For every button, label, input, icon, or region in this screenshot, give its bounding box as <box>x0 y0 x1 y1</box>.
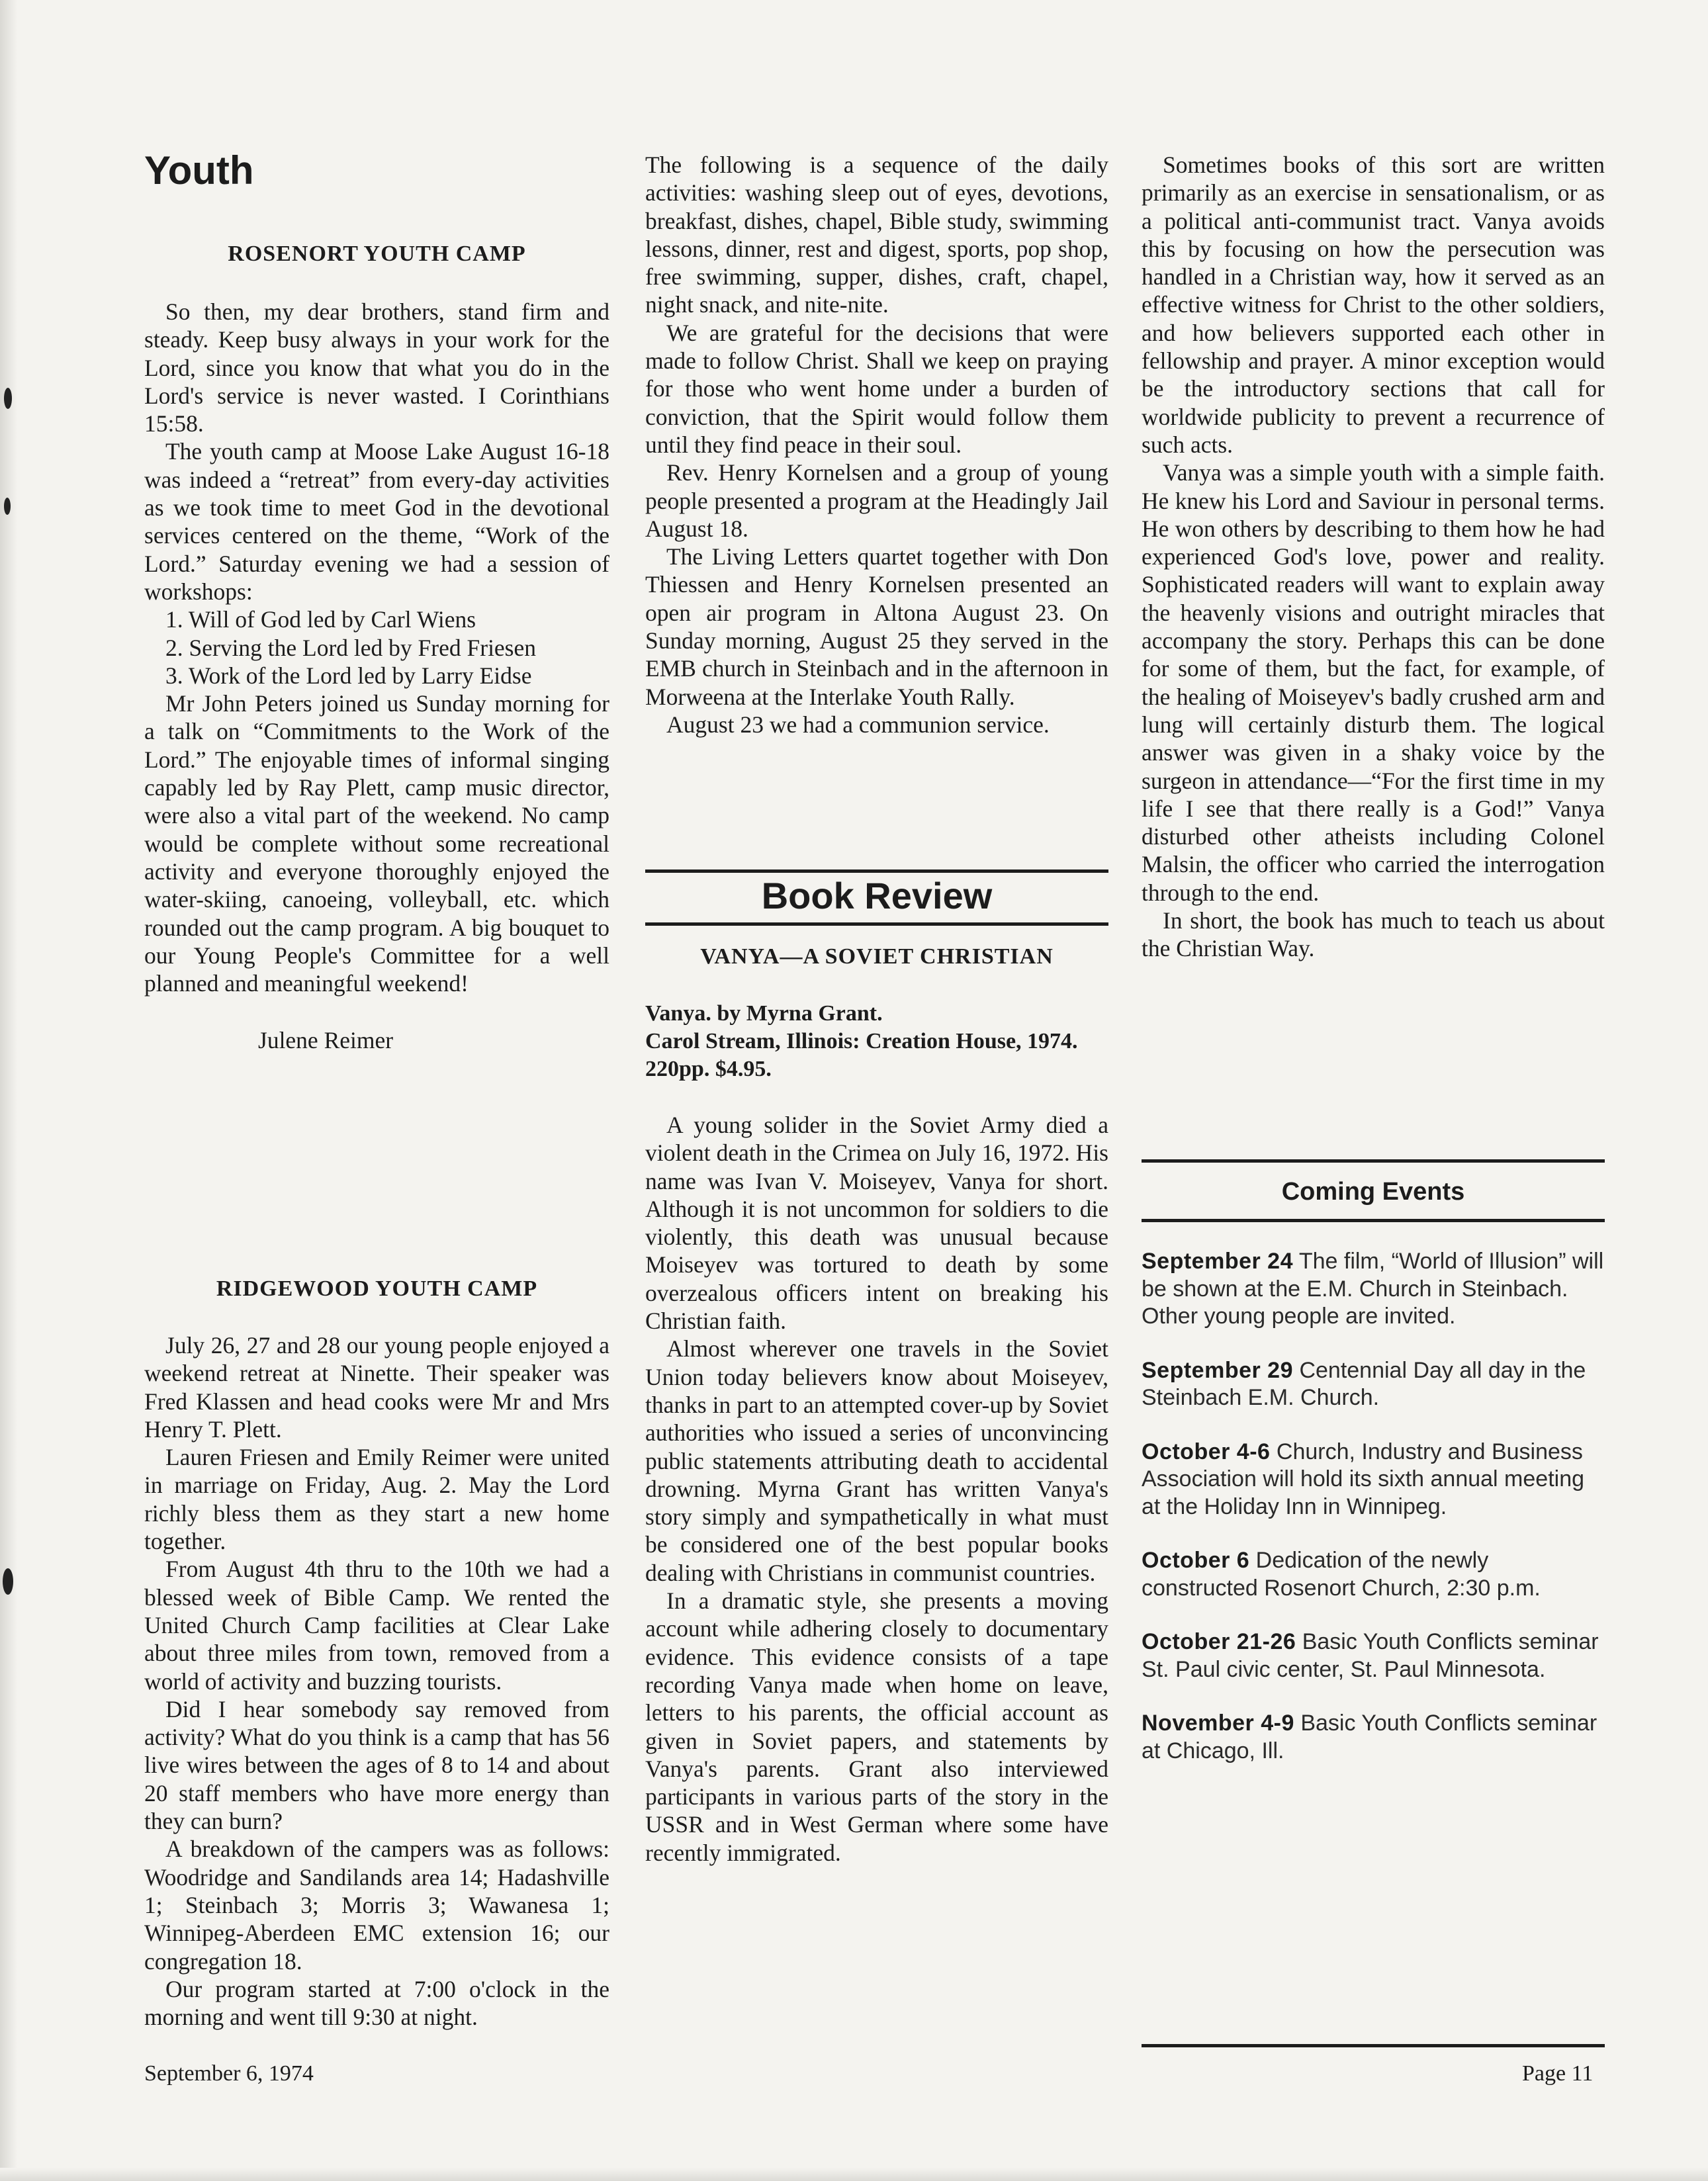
divider-rule <box>1142 2044 1605 2047</box>
article-heading-rosenort: ROSENORT YOUTH CAMP <box>228 242 526 266</box>
biblio-title: Vanya. by Myrna Grant. <box>645 1001 883 1026</box>
page-number: Page 11 <box>1522 2061 1594 2086</box>
paragraph: A young solider in the Soviet Army died a violent death in the Crimea on July 16, 1972. His name was Ivan V. Moiseyev, Vanya for short. Although it is not uncommon for soldiers to die violently, this death was unusual because Moiseyev was tortured to death by some overzealous officers intent on breaking his Christian faith. <box>645 1112 1108 1335</box>
article-rosenort <box>144 241 609 268</box>
event-item <box>1142 1547 1605 1602</box>
event-item <box>1142 1357 1605 1412</box>
paragraph: Our program started at 7:00 o'clock in the morning and went till 9:30 at night. <box>144 1975 609 2031</box>
divider-rule <box>645 869 1108 873</box>
event-item <box>1142 1439 1605 1521</box>
paragraph: Rev. Henry Kornelsen and a group of young people presented a program at the Headingly Jail August 18. <box>645 459 1108 542</box>
page-bottom-shadow <box>0 2168 1708 2181</box>
event-description: Dedication of the newly constructed Rosenort Church, 2:30 p.m. <box>1142 1548 1541 1601</box>
article-ridgewood-continued <box>645 151 1108 738</box>
binding-mark <box>4 388 12 409</box>
list-item: 1. Will of God led by Carl Wiens <box>165 606 476 633</box>
event-date: October 4-6 <box>1142 1439 1271 1464</box>
review-heading-wrap <box>645 944 1108 971</box>
article-ridgewood-body <box>144 1331 609 2031</box>
paragraph: A breakdown of the campers was as follows: Woodridge and Sandilands area 14; Hadashville 1; Steinbach 3; Morris 3; Wawanesa 1; Winnipeg-Aberdeen EMC extension 16; our congregation 18. <box>144 1836 609 1975</box>
binding-mark <box>3 1568 13 1595</box>
footer-date: September 6, 1974 <box>144 2061 314 2086</box>
event-item <box>1142 1628 1605 1683</box>
event-date: November 4-9 <box>1142 1711 1294 1736</box>
paragraph: Mr John Peters joined us Sunday morning for a talk on “Commitments to the Work of the Lord.” The enjoyable times of informal singing capably led by Ray Plett, camp music director, were also a vital part of the weekend. No camp would be complete without some recreational activity and everyone thoroughly enjoyed the water-skiing, canoeing, volleyball, etc. which rounded out the camp program. A big bouquet to our Young People's Committee for a well planned and meaningful weekend! <box>144 690 609 997</box>
event-date: September 29 <box>1142 1357 1293 1383</box>
event-date: September 24 <box>1142 1249 1293 1274</box>
paragraph: The following is a sequence of the daily activities: washing sleep out of eyes, devotions, breakfast, dishes, chapel, Bible study, swimming lessons, dinner, rest and digest, sports, pop shop, free swimming, supper, dishes, craft, chapel, night snack, and nite-nite. <box>645 152 1108 318</box>
event-item <box>1142 1710 1605 1765</box>
divider-rule <box>1142 1159 1605 1163</box>
page-edge-shadow <box>0 0 17 2181</box>
paragraph: Vanya was a simple youth with a simple faith. He knew his Lord and Saviour in personal terms. He won others by describing to them how he had experienced God's love, power and reality. Sophisticated readers will want to explain away the heavenly visions and outright miracles that accompany the story. Perhaps this can be done for some of them, but the fact, for example, of the healing of Moiseyev's badly crushed arm and lung will certainly disturb them. The logical answer was given in a shaky voice by the surgeon in attendance—“For the first time in my life I see that there really is a God!” Vanya disturbed other atheists including Colonel Malsin, the officer who carried the interrogation through to the end. <box>1142 459 1605 906</box>
review-body-continued <box>1142 151 1605 963</box>
paragraph: Lauren Friesen and Emily Reimer were united in marriage on Friday, Aug. 2. May the Lord richly bless them as they start a new home together. <box>144 1444 609 1555</box>
article-ridgewood <box>144 1276 609 1303</box>
paragraph: Sometimes books of this sort are written primarily as an exercise in sensationalism, or as a political anti-communist tract. Vanya avoids this by focusing on how the persecution was handled in a Christian way, how it served as an effective witness for Christ to the other soldiers, and how believers supported each other in fellowship and prayer. A minor exception would be the introductory sections that call for worldwide publicity to prevent a recurrence of such acts. <box>1142 152 1605 458</box>
event-date: October 21-26 <box>1142 1629 1296 1654</box>
binding-mark <box>4 498 11 515</box>
event-description: Church, Industry and Business Association will hold its sixth annual meeting at the Holiday Inn in Winnipeg. <box>1142 1439 1585 1519</box>
review-body <box>645 1111 1108 1867</box>
paragraph: We are grateful for the decisions that were made to follow Christ. Shall we keep on praying for those who went home under a burden of conviction, that the Spirit would follow them until they find peace in their soul. <box>645 319 1108 458</box>
book-bibliography <box>645 1000 1108 1083</box>
paragraph: The Living Letters quartet together with Don Thiessen and Henry Kornelsen presented an open air program in Altona August 23. On Sunday morning, August 25 they served in the EMB church in Steinbach and in the afternoon in Morweena at the Interlake Youth Rally. <box>645 543 1108 710</box>
article-heading-vanya: VANYA—A SOVIET CHRISTIAN <box>700 944 1054 969</box>
article-heading-ridgewood: RIDGEWOOD YOUTH CAMP <box>216 1276 538 1301</box>
paragraph: From August 4th thru to the 10th we had a blessed week of Bible Camp. We rented the United Church Camp facilities at Clear Lake about three miles from town, removed from a world of activity and buzzing tourists. <box>144 1556 609 1695</box>
paragraph: The youth camp at Moose Lake August 16-18 was indeed a “retreat” from every-day activities as we took time to meet God in the devotional services centered on the theme, “Work of the Lord.” Saturday evening we had a session of workshops: <box>144 438 609 605</box>
paragraph: In a dramatic style, she presents a moving account while adhering closely to documentary evidence. This evidence consists of a tape recording Vanya made when home on leave, letters to his parents, the official account as given in Soviet papers, and statements by Vanya's parents. Grant also interviewed participants in various parts of the story in the USSR and in West German where some have recently immigrated. <box>645 1587 1108 1866</box>
paragraph: August 23 we had a communion service. <box>666 711 1050 738</box>
event-item <box>1142 1248 1605 1331</box>
book-review-header <box>645 877 1108 914</box>
list-item: 2. Serving the Lord led by Fred Friesen <box>165 634 537 661</box>
event-description: Basic Youth Conflicts seminar St. Paul civic center, St. Paul Minnesota. <box>1142 1629 1599 1682</box>
section-title-book-review: Book Review <box>761 875 993 916</box>
paragraph: Almost wherever one travels in the Soviet Union today believers know about Moiseyev, thanks in part to an attempted cover-up by Soviet authorities who issued a series of unconvincing public statements attributing death to accidental drowning. Myrna Grant has written Vanya's story simply and sympathetically in what must be considered one of the best popular books dealing with Christians in communist countries. <box>645 1335 1108 1586</box>
signature: Julene Reimer <box>258 1027 394 1054</box>
events-list <box>1142 1248 1605 1791</box>
list-item: 3. Work of the Lord led by Larry Eidse <box>165 662 532 689</box>
coming-events-header <box>1142 1178 1605 1206</box>
paragraph: In short, the book has much to teach us about the Christian Way. <box>1142 907 1605 962</box>
biblio-publisher: Carol Stream, Illinois: Creation House, 1974. <box>645 1029 1078 1053</box>
section-title-youth: Youth <box>144 148 254 193</box>
event-description: Centennial Day all day in the Steinbach E.M. Church. <box>1142 1357 1586 1410</box>
event-description: The film, “World of Illusion” will be shown at the E.M. Church in Steinbach. Other young people are invited. <box>1142 1249 1604 1329</box>
paragraph: Did I hear somebody say removed from activity? What do you think is a camp that has 56 live wires between the ages of 8 to 14 and about 20 staff members who have more energy than they can burn? <box>144 1695 609 1835</box>
section-title-coming-events: Coming Events <box>1281 1178 1465 1206</box>
article-rosenort-body <box>144 298 609 1055</box>
biblio-price: 220pp. $4.95. <box>645 1057 772 1081</box>
divider-rule <box>645 922 1108 926</box>
divider-rule <box>1142 1219 1605 1222</box>
paragraph: July 26, 27 and 28 our young people enjoyed a weekend retreat at Ninette. Their speaker was Fred Klassen and head cooks were Mr and Mrs Henry T. Plett. <box>144 1332 609 1443</box>
paragraph: So then, my dear brothers, stand firm and steady. Keep busy always in your work for the Lord, since you know that what you do in the Lord's service is never wasted. I Corinthians 15:58. <box>144 298 609 437</box>
event-date: October 6 <box>1142 1548 1250 1573</box>
event-description: Basic Youth Conflicts seminar at Chicago, Ill. <box>1142 1711 1597 1763</box>
